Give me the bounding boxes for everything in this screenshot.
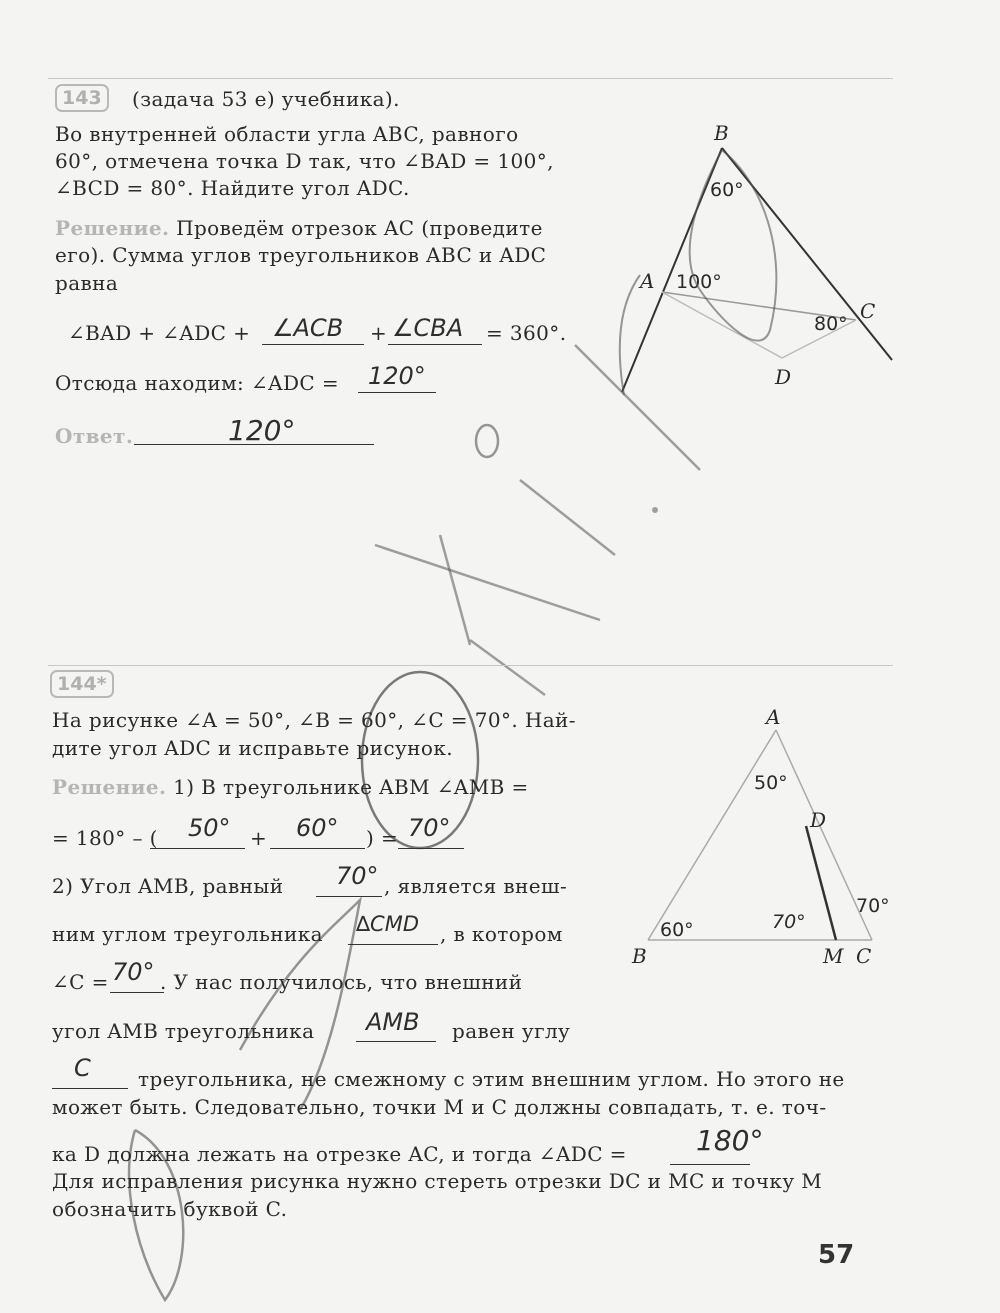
equation-plus: + — [370, 321, 388, 345]
equation-end: = 360°. — [486, 321, 567, 345]
s6-start: угол AMB треугольника — [52, 1019, 315, 1043]
s4-blank-value: ∆CMD — [356, 912, 419, 936]
problem-143-text-1: Во внутренней области угла ABC, равного — [55, 122, 519, 146]
s11-text: обозначить буквой C. — [52, 1197, 288, 1221]
angle-c-label: 80° — [814, 313, 848, 335]
s2-end: ) = — [366, 826, 399, 850]
s2-blank-b-value: 60° — [296, 814, 339, 842]
label-d: D — [775, 365, 792, 389]
label-b: B — [714, 121, 729, 145]
answer-value: 120° — [228, 414, 296, 447]
s2-blank-sum-value: 70° — [408, 814, 451, 842]
label-c-144: C — [856, 944, 872, 968]
handwritten-angle-m: 70° — [772, 911, 806, 933]
angle-b-label: 60° — [710, 179, 744, 201]
s10-text: Для исправления рисунка нужно стереть отрезки DC и MC и точку M — [52, 1169, 823, 1193]
hence-text: Отсюда находим: ∠ADC = — [55, 371, 339, 395]
solution-144-label: Решение. — [52, 775, 167, 799]
s2-start: = 180° – ( — [52, 826, 158, 850]
solution-text-1: Проведём отрезок AC (проведите — [169, 216, 543, 240]
problem-143-header: (задача 53 е) учебника). — [132, 87, 400, 111]
s5-blank-value: 70° — [112, 958, 155, 986]
label-a: A — [640, 269, 655, 293]
problem-143-solution-3: равна — [55, 271, 119, 295]
equation-blank-1-value: ∠ACB — [272, 314, 344, 342]
angle-a-144: 50° — [754, 772, 788, 794]
s3-start: 2) Угол AMB, равный — [52, 874, 284, 898]
s7-blank-value: C — [74, 1054, 91, 1082]
problem-143-text-3: ∠BCD = 80°. Найдите угол ADC. — [55, 176, 410, 200]
s4-start: ним углом треугольника — [52, 922, 323, 946]
s6-end: равен углу — [452, 1019, 571, 1043]
label-b-144: B — [632, 944, 647, 968]
label-d-144: D — [810, 808, 827, 832]
s5-end: . У нас получилось, что внешний — [160, 970, 523, 994]
problem-143-solution-2: его). Сумма углов треугольников ABC и ADC — [55, 243, 547, 267]
angle-a-label: 100° — [676, 271, 722, 293]
s8-text: может быть. Следовательно, точки M и C должны совпадать, т. е. точ- — [52, 1095, 827, 1119]
equation-blank-2-value: ∠CBA — [392, 314, 464, 342]
angle-b-144: 60° — [660, 919, 694, 941]
equation-part1: ∠BAD + ∠ADC + — [68, 321, 251, 345]
problem-144-text-1: На рисунке ∠A = 50°, ∠B = 60°, ∠C = 70°. Най- — [52, 708, 576, 732]
label-a-144: A — [766, 705, 781, 729]
s6-blank-value: AMB — [366, 1008, 420, 1036]
s5-start: ∠C = — [52, 970, 109, 994]
angle-c-144: 70° — [856, 895, 890, 917]
solution-label: Решение. — [55, 216, 170, 240]
side-ab — [648, 730, 776, 940]
problem-143-badge: 143 — [55, 84, 109, 112]
s7-text: треугольника, не смежному с этим внешним углом. Но этого не — [138, 1067, 845, 1091]
problem-144-text-2: дите угол ADC и исправьте рисунок. — [52, 736, 454, 760]
s3-blank-value: 70° — [336, 862, 379, 890]
adc-value: 120° — [368, 362, 426, 390]
s2-plus: + — [250, 826, 268, 850]
s3-end: , является внеш- — [384, 874, 568, 898]
s9-blank-value: 180° — [696, 1124, 764, 1157]
label-m-144: M — [823, 944, 844, 968]
segment-dm — [806, 826, 836, 940]
answer-label: Ответ. — [55, 424, 134, 448]
label-c: C — [860, 299, 876, 323]
problem-144-badge: 144* — [50, 670, 114, 698]
problem-143-text-2: 60°, отмечена точка D так, что ∠BAD = 100°, — [55, 149, 554, 173]
s2-blank-a-value: 50° — [188, 814, 231, 842]
s9-text: ка D должна лежать на отрезке AC, и тогда ∠ADC = — [52, 1142, 627, 1166]
page-number: 57 — [818, 1240, 855, 1270]
s4-end: , в котором — [440, 922, 563, 946]
solution-144-step1: 1) В треугольнике ABM ∠AMB = — [166, 775, 529, 799]
